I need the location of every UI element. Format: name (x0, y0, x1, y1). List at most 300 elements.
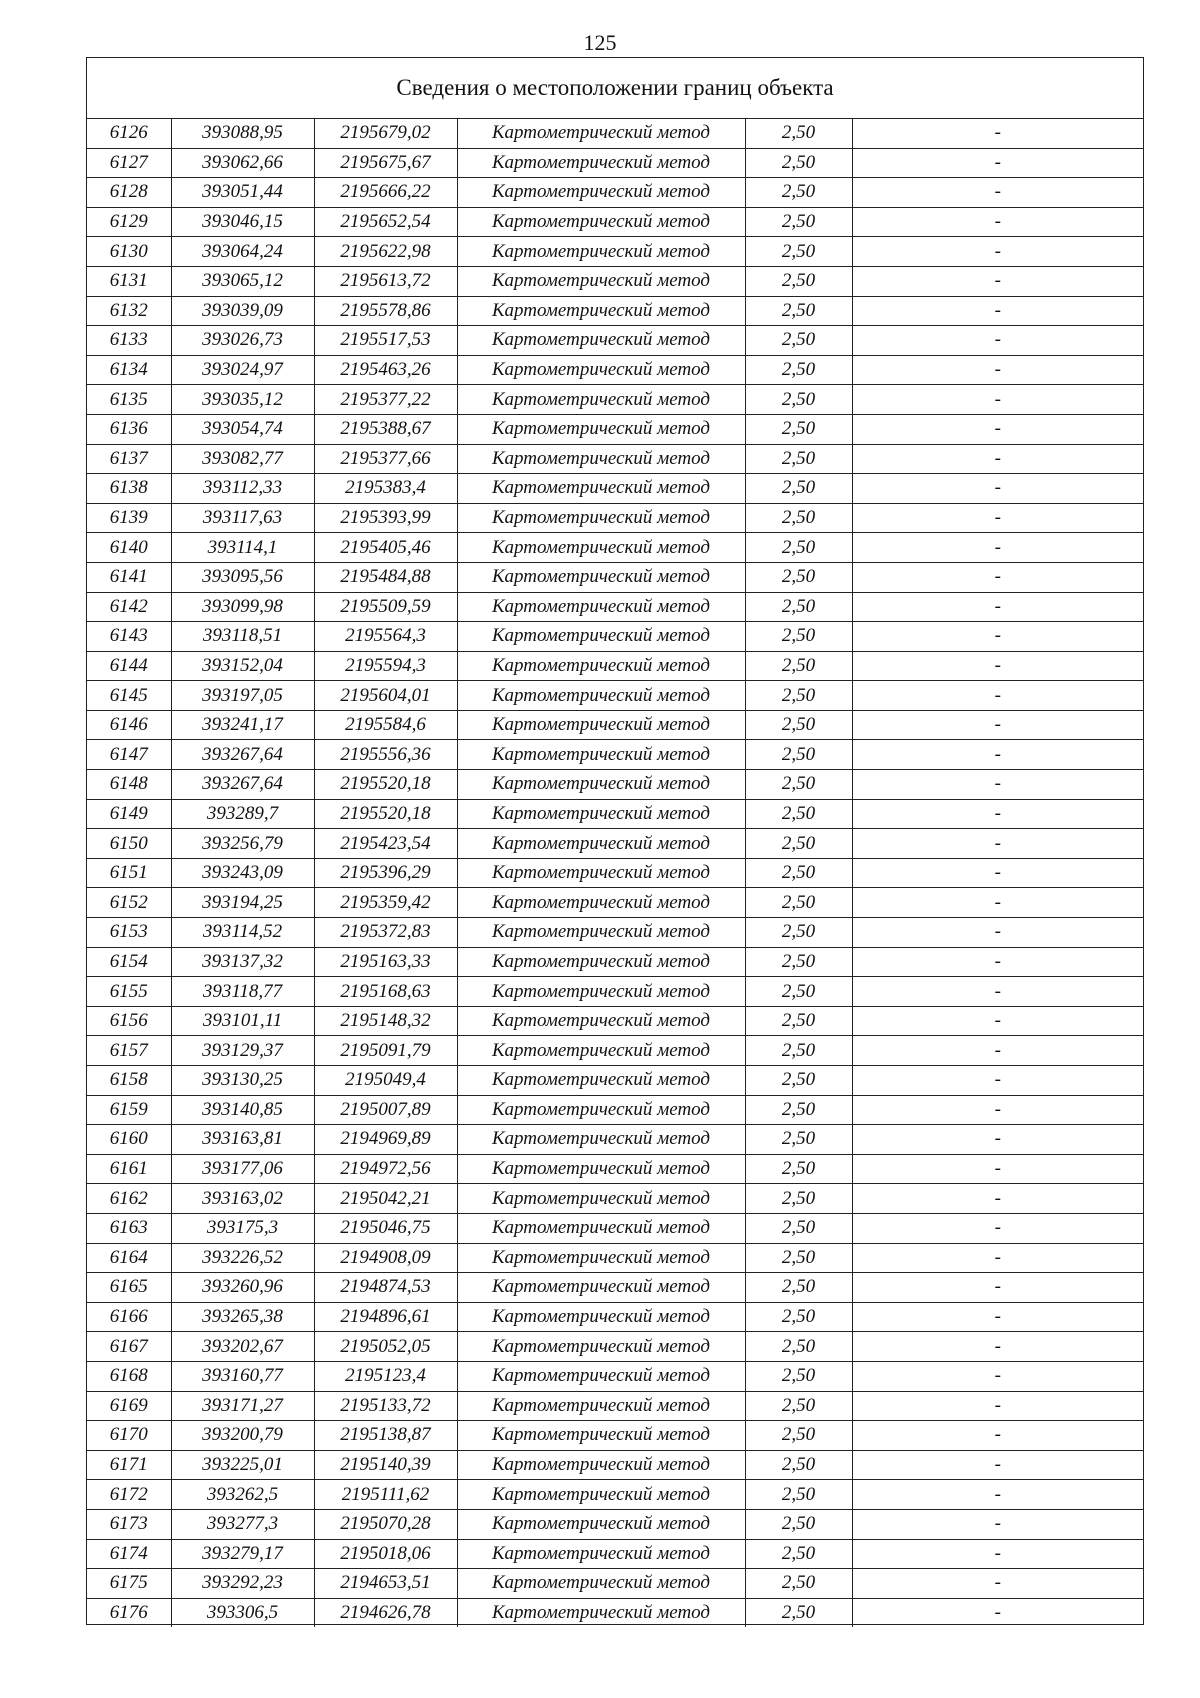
accuracy-cell: 2,50 (745, 1036, 852, 1066)
point-number-cell: 6163 (87, 1213, 171, 1243)
table-row (87, 888, 1143, 918)
accuracy-cell: 2,50 (745, 1421, 852, 1451)
point-number-cell: 6175 (87, 1569, 171, 1599)
table-row (87, 1391, 1143, 1421)
x-coordinate-cell: 393175,3 (171, 1213, 314, 1243)
x-coordinate-cell: 393194,25 (171, 888, 314, 918)
point-number-cell: 6162 (87, 1184, 171, 1214)
table-row (87, 1421, 1143, 1451)
point-number-cell: 6134 (87, 355, 171, 385)
boundary-points-table (87, 119, 1143, 1627)
description-cell: - (852, 622, 1143, 652)
method-cell: Картометрический метод (457, 1332, 745, 1362)
point-number-cell: 6142 (87, 592, 171, 622)
table-row (87, 918, 1143, 948)
description-cell: - (852, 1450, 1143, 1480)
y-coordinate-cell: 2195007,89 (314, 1095, 457, 1125)
method-cell: Картометрический метод (457, 947, 745, 977)
table-row (87, 1095, 1143, 1125)
y-coordinate-cell: 2195372,83 (314, 918, 457, 948)
description-cell: - (852, 1243, 1143, 1273)
accuracy-cell: 2,50 (745, 1450, 852, 1480)
x-coordinate-cell: 393200,79 (171, 1421, 314, 1451)
point-number-cell: 6176 (87, 1598, 171, 1627)
accuracy-cell: 2,50 (745, 1391, 852, 1421)
accuracy-cell: 2,50 (745, 503, 852, 533)
y-coordinate-cell: 2195520,18 (314, 799, 457, 829)
table-row (87, 385, 1143, 415)
table-row (87, 266, 1143, 296)
x-coordinate-cell: 393306,5 (171, 1598, 314, 1627)
y-coordinate-cell: 2195604,01 (314, 681, 457, 711)
table-row (87, 799, 1143, 829)
description-cell: - (852, 947, 1143, 977)
point-number-cell: 6127 (87, 148, 171, 178)
y-coordinate-cell: 2195564,3 (314, 622, 457, 652)
method-cell: Картометрический метод (457, 651, 745, 681)
y-coordinate-cell: 2195091,79 (314, 1036, 457, 1066)
description-cell: - (852, 326, 1143, 356)
accuracy-cell: 2,50 (745, 296, 852, 326)
y-coordinate-cell: 2195042,21 (314, 1184, 457, 1214)
method-cell: Картометрический метод (457, 1302, 745, 1332)
point-number-cell: 6169 (87, 1391, 171, 1421)
table-row (87, 1125, 1143, 1155)
table-row (87, 829, 1143, 859)
table-row (87, 977, 1143, 1007)
x-coordinate-cell: 393130,25 (171, 1066, 314, 1096)
description-cell: - (852, 1184, 1143, 1214)
table-row (87, 474, 1143, 504)
accuracy-cell: 2,50 (745, 326, 852, 356)
point-number-cell: 6167 (87, 1332, 171, 1362)
x-coordinate-cell: 393262,5 (171, 1480, 314, 1510)
point-number-cell: 6161 (87, 1154, 171, 1184)
boundary-table-frame (86, 57, 1144, 1625)
method-cell: Картометрический метод (457, 1243, 745, 1273)
y-coordinate-cell: 2195111,62 (314, 1480, 457, 1510)
x-coordinate-cell: 393039,09 (171, 296, 314, 326)
table-row (87, 562, 1143, 592)
method-cell: Картометрический метод (457, 829, 745, 859)
point-number-cell: 6146 (87, 710, 171, 740)
method-cell: Картометрический метод (457, 622, 745, 652)
accuracy-cell: 2,50 (745, 1243, 852, 1273)
y-coordinate-cell: 2194972,56 (314, 1154, 457, 1184)
point-number-cell: 6131 (87, 266, 171, 296)
method-cell: Картометрический метод (457, 266, 745, 296)
method-cell: Картометрический метод (457, 1598, 745, 1627)
accuracy-cell: 2,50 (745, 1361, 852, 1391)
table-row (87, 947, 1143, 977)
method-cell: Картометрический метод (457, 207, 745, 237)
x-coordinate-cell: 393095,56 (171, 562, 314, 592)
page-number: 125 (583, 30, 617, 55)
description-cell: - (852, 385, 1143, 415)
y-coordinate-cell: 2195622,98 (314, 237, 457, 267)
y-coordinate-cell: 2195148,32 (314, 1006, 457, 1036)
x-coordinate-cell: 393054,74 (171, 414, 314, 444)
point-number-cell: 6135 (87, 385, 171, 415)
y-coordinate-cell: 2195666,22 (314, 178, 457, 208)
description-cell: - (852, 533, 1143, 563)
method-cell: Картометрический метод (457, 888, 745, 918)
table-row (87, 326, 1143, 356)
x-coordinate-cell: 393177,06 (171, 1154, 314, 1184)
table-row (87, 592, 1143, 622)
method-cell: Картометрический метод (457, 148, 745, 178)
point-number-cell: 6141 (87, 562, 171, 592)
description-cell: - (852, 1361, 1143, 1391)
description-cell: - (852, 1569, 1143, 1599)
description-cell: - (852, 710, 1143, 740)
y-coordinate-cell: 2194896,61 (314, 1302, 457, 1332)
y-coordinate-cell: 2195484,88 (314, 562, 457, 592)
method-cell: Картометрический метод (457, 1273, 745, 1303)
description-cell: - (852, 740, 1143, 770)
y-coordinate-cell: 2195168,63 (314, 977, 457, 1007)
point-number-cell: 6145 (87, 681, 171, 711)
x-coordinate-cell: 393152,04 (171, 651, 314, 681)
y-coordinate-cell: 2195679,02 (314, 119, 457, 148)
table-row (87, 1598, 1143, 1627)
x-coordinate-cell: 393118,77 (171, 977, 314, 1007)
point-number-cell: 6165 (87, 1273, 171, 1303)
description-cell: - (852, 444, 1143, 474)
point-number-cell: 6155 (87, 977, 171, 1007)
x-coordinate-cell: 393241,17 (171, 710, 314, 740)
table-row (87, 622, 1143, 652)
point-number-cell: 6171 (87, 1450, 171, 1480)
accuracy-cell: 2,50 (745, 1539, 852, 1569)
accuracy-cell: 2,50 (745, 888, 852, 918)
y-coordinate-cell: 2195613,72 (314, 266, 457, 296)
table-row (87, 1509, 1143, 1539)
x-coordinate-cell: 393026,73 (171, 326, 314, 356)
x-coordinate-cell: 393065,12 (171, 266, 314, 296)
point-number-cell: 6149 (87, 799, 171, 829)
x-coordinate-cell: 393046,15 (171, 207, 314, 237)
table-row (87, 681, 1143, 711)
accuracy-cell: 2,50 (745, 1509, 852, 1539)
description-cell: - (852, 1332, 1143, 1362)
table-row (87, 1539, 1143, 1569)
x-coordinate-cell: 393267,64 (171, 770, 314, 800)
accuracy-cell: 2,50 (745, 148, 852, 178)
x-coordinate-cell: 393243,09 (171, 858, 314, 888)
table-title: Сведения о местоположении границ объекта (87, 58, 1143, 119)
table-row (87, 355, 1143, 385)
x-coordinate-cell: 393163,02 (171, 1184, 314, 1214)
description-cell: - (852, 119, 1143, 148)
y-coordinate-cell: 2195509,59 (314, 592, 457, 622)
x-coordinate-cell: 393160,77 (171, 1361, 314, 1391)
point-number-cell: 6168 (87, 1361, 171, 1391)
accuracy-cell: 2,50 (745, 1480, 852, 1510)
table-row (87, 178, 1143, 208)
accuracy-cell: 2,50 (745, 1125, 852, 1155)
description-cell: - (852, 1421, 1143, 1451)
x-coordinate-cell: 393289,7 (171, 799, 314, 829)
y-coordinate-cell: 2194969,89 (314, 1125, 457, 1155)
description-cell: - (852, 888, 1143, 918)
table-row (87, 207, 1143, 237)
x-coordinate-cell: 393118,51 (171, 622, 314, 652)
x-coordinate-cell: 393064,24 (171, 237, 314, 267)
method-cell: Картометрический метод (457, 799, 745, 829)
point-number-cell: 6148 (87, 770, 171, 800)
x-coordinate-cell: 393267,64 (171, 740, 314, 770)
method-cell: Картометрический метод (457, 740, 745, 770)
table-body (87, 119, 1143, 1627)
y-coordinate-cell: 2195405,46 (314, 533, 457, 563)
x-coordinate-cell: 393117,63 (171, 503, 314, 533)
table-row (87, 237, 1143, 267)
y-coordinate-cell: 2195520,18 (314, 770, 457, 800)
x-coordinate-cell: 393035,12 (171, 385, 314, 415)
y-coordinate-cell: 2195359,42 (314, 888, 457, 918)
accuracy-cell: 2,50 (745, 1273, 852, 1303)
y-coordinate-cell: 2195393,99 (314, 503, 457, 533)
x-coordinate-cell: 393140,85 (171, 1095, 314, 1125)
table-row (87, 1184, 1143, 1214)
x-coordinate-cell: 393225,01 (171, 1450, 314, 1480)
y-coordinate-cell: 2195377,66 (314, 444, 457, 474)
method-cell: Картометрический метод (457, 1539, 745, 1569)
point-number-cell: 6154 (87, 947, 171, 977)
point-number-cell: 6133 (87, 326, 171, 356)
method-cell: Картометрический метод (457, 1480, 745, 1510)
method-cell: Картометрический метод (457, 1154, 745, 1184)
method-cell: Картометрический метод (457, 237, 745, 267)
point-number-cell: 6128 (87, 178, 171, 208)
table-row (87, 533, 1143, 563)
y-coordinate-cell: 2195046,75 (314, 1213, 457, 1243)
description-cell: - (852, 296, 1143, 326)
point-number-cell: 6152 (87, 888, 171, 918)
table-row (87, 1450, 1143, 1480)
x-coordinate-cell: 393226,52 (171, 1243, 314, 1273)
table-row (87, 651, 1143, 681)
x-coordinate-cell: 393099,98 (171, 592, 314, 622)
description-cell: - (852, 592, 1143, 622)
table-row (87, 1273, 1143, 1303)
description-cell: - (852, 207, 1143, 237)
accuracy-cell: 2,50 (745, 918, 852, 948)
x-coordinate-cell: 393202,67 (171, 1332, 314, 1362)
point-number-cell: 6138 (87, 474, 171, 504)
description-cell: - (852, 858, 1143, 888)
accuracy-cell: 2,50 (745, 799, 852, 829)
x-coordinate-cell: 393265,38 (171, 1302, 314, 1332)
table-row (87, 1480, 1143, 1510)
table-row (87, 148, 1143, 178)
x-coordinate-cell: 393088,95 (171, 119, 314, 148)
x-coordinate-cell: 393129,37 (171, 1036, 314, 1066)
x-coordinate-cell: 393082,77 (171, 444, 314, 474)
point-number-cell: 6129 (87, 207, 171, 237)
y-coordinate-cell: 2194908,09 (314, 1243, 457, 1273)
point-number-cell: 6140 (87, 533, 171, 563)
x-coordinate-cell: 393171,27 (171, 1391, 314, 1421)
method-cell: Картометрический метод (457, 119, 745, 148)
method-cell: Картометрический метод (457, 710, 745, 740)
x-coordinate-cell: 393114,1 (171, 533, 314, 563)
accuracy-cell: 2,50 (745, 592, 852, 622)
method-cell: Картометрический метод (457, 1095, 745, 1125)
x-coordinate-cell: 393137,32 (171, 947, 314, 977)
description-cell: - (852, 1480, 1143, 1510)
x-coordinate-cell: 393024,97 (171, 355, 314, 385)
accuracy-cell: 2,50 (745, 977, 852, 1007)
accuracy-cell: 2,50 (745, 1006, 852, 1036)
accuracy-cell: 2,50 (745, 178, 852, 208)
x-coordinate-cell: 393051,44 (171, 178, 314, 208)
method-cell: Картометрический метод (457, 1391, 745, 1421)
description-cell: - (852, 474, 1143, 504)
description-cell: - (852, 681, 1143, 711)
table-row (87, 414, 1143, 444)
y-coordinate-cell: 2195133,72 (314, 1391, 457, 1421)
accuracy-cell: 2,50 (745, 1066, 852, 1096)
description-cell: - (852, 1125, 1143, 1155)
point-number-cell: 6157 (87, 1036, 171, 1066)
method-cell: Картометрический метод (457, 1421, 745, 1451)
table-row (87, 503, 1143, 533)
y-coordinate-cell: 2195675,67 (314, 148, 457, 178)
y-coordinate-cell: 2195383,4 (314, 474, 457, 504)
description-cell: - (852, 562, 1143, 592)
point-number-cell: 6173 (87, 1509, 171, 1539)
accuracy-cell: 2,50 (745, 829, 852, 859)
point-number-cell: 6144 (87, 651, 171, 681)
table-row (87, 1332, 1143, 1362)
y-coordinate-cell: 2194874,53 (314, 1273, 457, 1303)
x-coordinate-cell: 393101,11 (171, 1006, 314, 1036)
description-cell: - (852, 770, 1143, 800)
method-cell: Картометрический метод (457, 474, 745, 504)
method-cell: Картометрический метод (457, 1036, 745, 1066)
y-coordinate-cell: 2195163,33 (314, 947, 457, 977)
accuracy-cell: 2,50 (745, 1213, 852, 1243)
method-cell: Картометрический метод (457, 592, 745, 622)
point-number-cell: 6156 (87, 1006, 171, 1036)
description-cell: - (852, 1273, 1143, 1303)
method-cell: Картометрический метод (457, 1125, 745, 1155)
x-coordinate-cell: 393277,3 (171, 1509, 314, 1539)
method-cell: Картометрический метод (457, 918, 745, 948)
x-coordinate-cell: 393114,52 (171, 918, 314, 948)
accuracy-cell: 2,50 (745, 414, 852, 444)
accuracy-cell: 2,50 (745, 622, 852, 652)
table-row (87, 1036, 1143, 1066)
point-number-cell: 6160 (87, 1125, 171, 1155)
y-coordinate-cell: 2195584,6 (314, 710, 457, 740)
point-number-cell: 6147 (87, 740, 171, 770)
table-row (87, 1154, 1143, 1184)
x-coordinate-cell: 393279,17 (171, 1539, 314, 1569)
y-coordinate-cell: 2195138,87 (314, 1421, 457, 1451)
method-cell: Картометрический метод (457, 770, 745, 800)
accuracy-cell: 2,50 (745, 681, 852, 711)
method-cell: Картометрический метод (457, 385, 745, 415)
x-coordinate-cell: 393260,96 (171, 1273, 314, 1303)
description-cell: - (852, 1006, 1143, 1036)
accuracy-cell: 2,50 (745, 562, 852, 592)
y-coordinate-cell: 2195388,67 (314, 414, 457, 444)
table-row (87, 1302, 1143, 1332)
accuracy-cell: 2,50 (745, 444, 852, 474)
method-cell: Картометрический метод (457, 1450, 745, 1480)
point-number-cell: 6164 (87, 1243, 171, 1273)
accuracy-cell: 2,50 (745, 237, 852, 267)
description-cell: - (852, 829, 1143, 859)
y-coordinate-cell: 2194653,51 (314, 1569, 457, 1599)
method-cell: Картометрический метод (457, 562, 745, 592)
point-number-cell: 6170 (87, 1421, 171, 1451)
accuracy-cell: 2,50 (745, 651, 852, 681)
accuracy-cell: 2,50 (745, 1095, 852, 1125)
accuracy-cell: 2,50 (745, 266, 852, 296)
point-number-cell: 6139 (87, 503, 171, 533)
point-number-cell: 6151 (87, 858, 171, 888)
table-row (87, 770, 1143, 800)
table-row (87, 1243, 1143, 1273)
table-row (87, 296, 1143, 326)
accuracy-cell: 2,50 (745, 1184, 852, 1214)
accuracy-cell: 2,50 (745, 710, 852, 740)
y-coordinate-cell: 2195652,54 (314, 207, 457, 237)
description-cell: - (852, 1598, 1143, 1627)
method-cell: Картометрический метод (457, 326, 745, 356)
y-coordinate-cell: 2195556,36 (314, 740, 457, 770)
description-cell: - (852, 266, 1143, 296)
description-cell: - (852, 237, 1143, 267)
table-row (87, 740, 1143, 770)
description-cell: - (852, 1154, 1143, 1184)
y-coordinate-cell: 2195594,3 (314, 651, 457, 681)
method-cell: Картометрический метод (457, 1006, 745, 1036)
point-number-cell: 6158 (87, 1066, 171, 1096)
description-cell: - (852, 414, 1143, 444)
point-number-cell: 6150 (87, 829, 171, 859)
method-cell: Картометрический метод (457, 533, 745, 563)
method-cell: Картометрический метод (457, 444, 745, 474)
y-coordinate-cell: 2195018,06 (314, 1539, 457, 1569)
accuracy-cell: 2,50 (745, 770, 852, 800)
description-cell: - (852, 918, 1143, 948)
accuracy-cell: 2,50 (745, 740, 852, 770)
point-number-cell: 6136 (87, 414, 171, 444)
y-coordinate-cell: 2195396,29 (314, 858, 457, 888)
table-row (87, 1213, 1143, 1243)
method-cell: Картометрический метод (457, 355, 745, 385)
accuracy-cell: 2,50 (745, 533, 852, 563)
description-cell: - (852, 178, 1143, 208)
x-coordinate-cell: 393256,79 (171, 829, 314, 859)
accuracy-cell: 2,50 (745, 1154, 852, 1184)
method-cell: Картометрический метод (457, 858, 745, 888)
method-cell: Картометрический метод (457, 1361, 745, 1391)
method-cell: Картометрический метод (457, 977, 745, 1007)
x-coordinate-cell: 393292,23 (171, 1569, 314, 1599)
table-row (87, 1066, 1143, 1096)
table-row (87, 858, 1143, 888)
accuracy-cell: 2,50 (745, 1302, 852, 1332)
method-cell: Картометрический метод (457, 503, 745, 533)
point-number-cell: 6143 (87, 622, 171, 652)
y-coordinate-cell: 2195377,22 (314, 385, 457, 415)
